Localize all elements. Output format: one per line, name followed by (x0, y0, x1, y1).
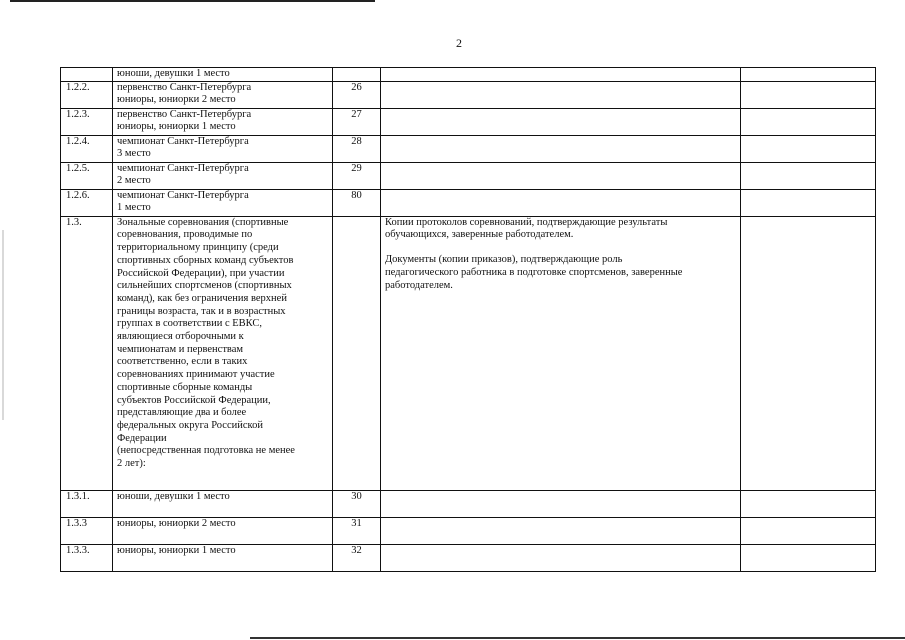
points-cell (333, 490, 381, 517)
achievement-line: первенство Санкт-Петербурга (117, 108, 252, 120)
achievement-cell (113, 81, 333, 108)
item-number-cell (61, 216, 113, 490)
achievement-line: субъектов Российской Федерации, (117, 394, 271, 406)
table-row (61, 216, 876, 490)
item-number: 1.3.3. (66, 544, 90, 556)
item-number-cell (61, 108, 113, 135)
achievement-line: Зональные соревнования (спортивные (117, 216, 289, 228)
points-cell (333, 189, 381, 216)
documents-line: обучающихся, заверенные работодателем. (385, 229, 574, 241)
notes-cell (741, 81, 876, 108)
notes-cell (741, 68, 876, 82)
notes-cell (741, 162, 876, 189)
documents-cell (381, 544, 741, 571)
points-cell (333, 517, 381, 544)
points-value: 26 (351, 81, 362, 93)
documents-cell (381, 81, 741, 108)
item-number: 1.2.4. (66, 135, 90, 147)
achievement-line: чемпионат Санкт-Петербурга (117, 135, 249, 147)
table-row (61, 517, 876, 544)
table-row (61, 81, 876, 108)
points-cell (333, 162, 381, 189)
achievement-line: границы возраста, так и в возрастных (117, 305, 286, 317)
achievement-cell (113, 162, 333, 189)
achievement-line: команд), как без ограничения верхней (117, 292, 287, 304)
item-number: 1.3.3 (66, 517, 87, 529)
bottom-edge-line (250, 637, 905, 639)
documents-cell (381, 135, 741, 162)
achievement-line: первенство Санкт-Петербурга (117, 81, 252, 93)
item-number-cell (61, 68, 113, 82)
points-value: 28 (351, 135, 362, 147)
documents-cell (381, 162, 741, 189)
achievement-line: федеральных округа Российской (117, 419, 263, 431)
achievement-cell (113, 108, 333, 135)
criteria-table-body (61, 68, 876, 572)
top-edge-line (10, 0, 375, 2)
points-value: 80 (351, 189, 362, 201)
achievement-line: территориальному принципу (среди (117, 242, 279, 254)
achievement-line: спортивных сборных команд субъектов (117, 254, 294, 266)
achievement-line: соревнованиях принимают участие (117, 369, 275, 381)
points-value: 31 (351, 517, 362, 529)
achievement-line: юниоры, юниорки 1 место (117, 121, 236, 133)
achievement-line: чемпионат Санкт-Петербурга (117, 189, 249, 201)
notes-cell (741, 135, 876, 162)
item-number: 1.2.2. (66, 81, 90, 93)
item-number: 1.2.5. (66, 162, 90, 174)
achievement-line: соответственно, если в таких (117, 356, 248, 368)
achievement-cell (113, 135, 333, 162)
achievement-line: сильнейших спортсменов (спортивных (117, 280, 292, 292)
documents-cell (381, 68, 741, 82)
points-value: 29 (351, 162, 362, 174)
achievement-line: (непосредственная подготовка не менее (117, 445, 295, 457)
criteria-table (60, 67, 876, 572)
item-number-cell (61, 490, 113, 517)
achievement-line: юноши, девушки 1 место (117, 68, 230, 79)
table-row (61, 162, 876, 189)
item-number: 1.2.3. (66, 108, 90, 120)
achievement-line: чемпионатам и первенствам (117, 343, 244, 355)
points-cell (333, 81, 381, 108)
page-number: 2 (456, 36, 462, 50)
achievement-line: 1 место (117, 202, 151, 214)
notes-cell (741, 544, 876, 571)
item-number-cell (61, 544, 113, 571)
points-value: 30 (351, 490, 362, 502)
documents-line: Документы (копии приказов), подтверждающие роль (385, 254, 623, 266)
achievement-line: юноши, девушки 1 место (117, 490, 230, 502)
documents-line: педагогического работника в подготовке спортсменов, заверенные (385, 266, 683, 278)
table-row (61, 108, 876, 135)
item-number-cell (61, 189, 113, 216)
achievement-line: представляющие два и более (117, 407, 247, 419)
notes-cell (741, 216, 876, 490)
achievement-line: Федерации (117, 432, 167, 444)
paragraph-gap (385, 242, 736, 254)
notes-cell (741, 490, 876, 517)
item-number: 1.2.6. (66, 189, 90, 201)
table-row (61, 135, 876, 162)
item-number: 1.3.1. (66, 490, 90, 502)
achievement-line: являющиеся отборочными к (117, 331, 244, 343)
notes-cell (741, 189, 876, 216)
achievement-cell (113, 517, 333, 544)
item-number: 1.3. (66, 216, 82, 228)
documents-line: Копии протоколов соревнований, подтверждающие результаты (385, 216, 668, 228)
documents-cell (381, 216, 741, 490)
achievement-line: 2 лет): (117, 458, 146, 470)
points-cell (333, 544, 381, 571)
achievement-line: 2 место (117, 175, 151, 187)
achievement-line: Российской Федерации), при участии (117, 267, 285, 279)
achievement-line: чемпионат Санкт-Петербурга (117, 162, 249, 174)
achievement-line: спортивные сборные команды (117, 381, 253, 393)
points-cell (333, 135, 381, 162)
points-cell (333, 108, 381, 135)
documents-cell (381, 108, 741, 135)
documents-cell (381, 189, 741, 216)
item-number-cell (61, 135, 113, 162)
item-number-cell (61, 81, 113, 108)
points-cell (333, 68, 381, 82)
notes-cell (741, 108, 876, 135)
achievement-cell (113, 490, 333, 517)
achievement-cell (113, 189, 333, 216)
achievement-cell (113, 68, 333, 82)
documents-cell (381, 490, 741, 517)
points-cell (333, 216, 381, 490)
notes-cell (741, 517, 876, 544)
achievement-cell (113, 544, 333, 571)
table-row (61, 189, 876, 216)
scan-artifact (2, 230, 4, 420)
achievement-cell (113, 216, 333, 490)
achievement-line: юниоры, юниорки 2 место (117, 517, 236, 529)
points-value: 27 (351, 108, 362, 120)
achievement-line: группах в соответствии с ЕВКС, (117, 318, 263, 330)
table-row (61, 544, 876, 571)
table-row (61, 68, 876, 82)
table-row (61, 490, 876, 517)
achievement-line: юниоры, юниорки 2 место (117, 94, 236, 106)
documents-cell (381, 517, 741, 544)
achievement-line: соревнования, проводимые по (117, 229, 253, 241)
points-value: 32 (351, 544, 362, 556)
documents-line: работодателем. (385, 279, 453, 291)
item-number-cell (61, 517, 113, 544)
achievement-line: юниоры, юниорки 1 место (117, 544, 236, 556)
item-number-cell (61, 162, 113, 189)
achievement-line: 3 место (117, 148, 151, 160)
